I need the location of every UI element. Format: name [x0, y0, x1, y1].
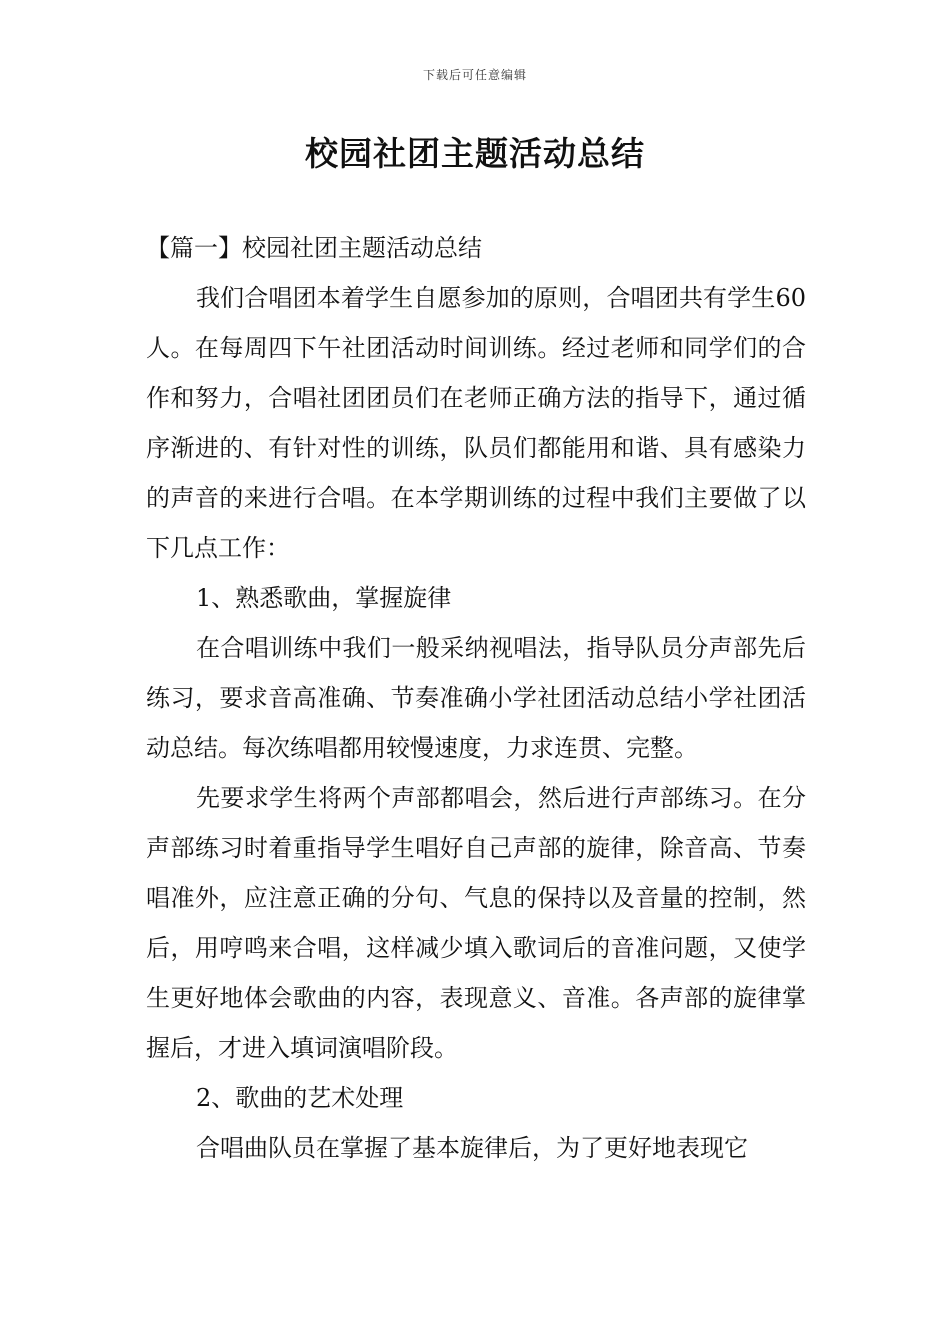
subheading-1: 1、熟悉歌曲，掌握旋律 — [196, 584, 452, 612]
body-paragraph: 我们合唱团本着学生自愿参加的原则，合唱团共有学生60人。在每周四下午社团活动时间训练。经过老师和同学们的合作和努力，合唱社团团员们在老师正确方法的指导下，通过循序渐进的、有针对性的训练，队员们都能用和谐、具有感染力的声音的来进行合唱。在本学期训练的过程中我们主要做了以下几点工作： — [146, 284, 806, 562]
subheading-2: 2、歌曲的艺术处理 — [196, 1084, 404, 1112]
body-paragraph: 在合唱训练中我们一般采纳视唱法，指导队员分声部先后练习，要求音高准确、节奏准确小学社团活动总结小学社团活动总结。每次练唱都用较慢速度，力求连贯、完整。 — [146, 634, 806, 762]
document-title: 校园社团主题活动总结 — [305, 134, 645, 173]
body-paragraph: 合唱曲队员在掌握了基本旋律后，为了更好地表现它 — [196, 1134, 748, 1162]
header-note: 下载后可任意编辑 — [422, 68, 527, 82]
body-paragraph: 先要求学生将两个声部都唱会，然后进行声部练习。在分声部练习时着重指导学生唱好自己声部的旋律，除音高、节奏唱准外，应注意正确的分句、气息的保持以及音量的控制，然后，用哼鸣来合唱，这样减少填入歌词后的音准问题，又使学生更好地体会歌曲的内容，表现意义、音准。各声部的旋律掌握后，才进入填词演唱阶段。 — [146, 784, 806, 1062]
document-body — [146, 223, 806, 1173]
section-heading: 【篇一】校园社团主题活动总结 — [146, 234, 482, 262]
